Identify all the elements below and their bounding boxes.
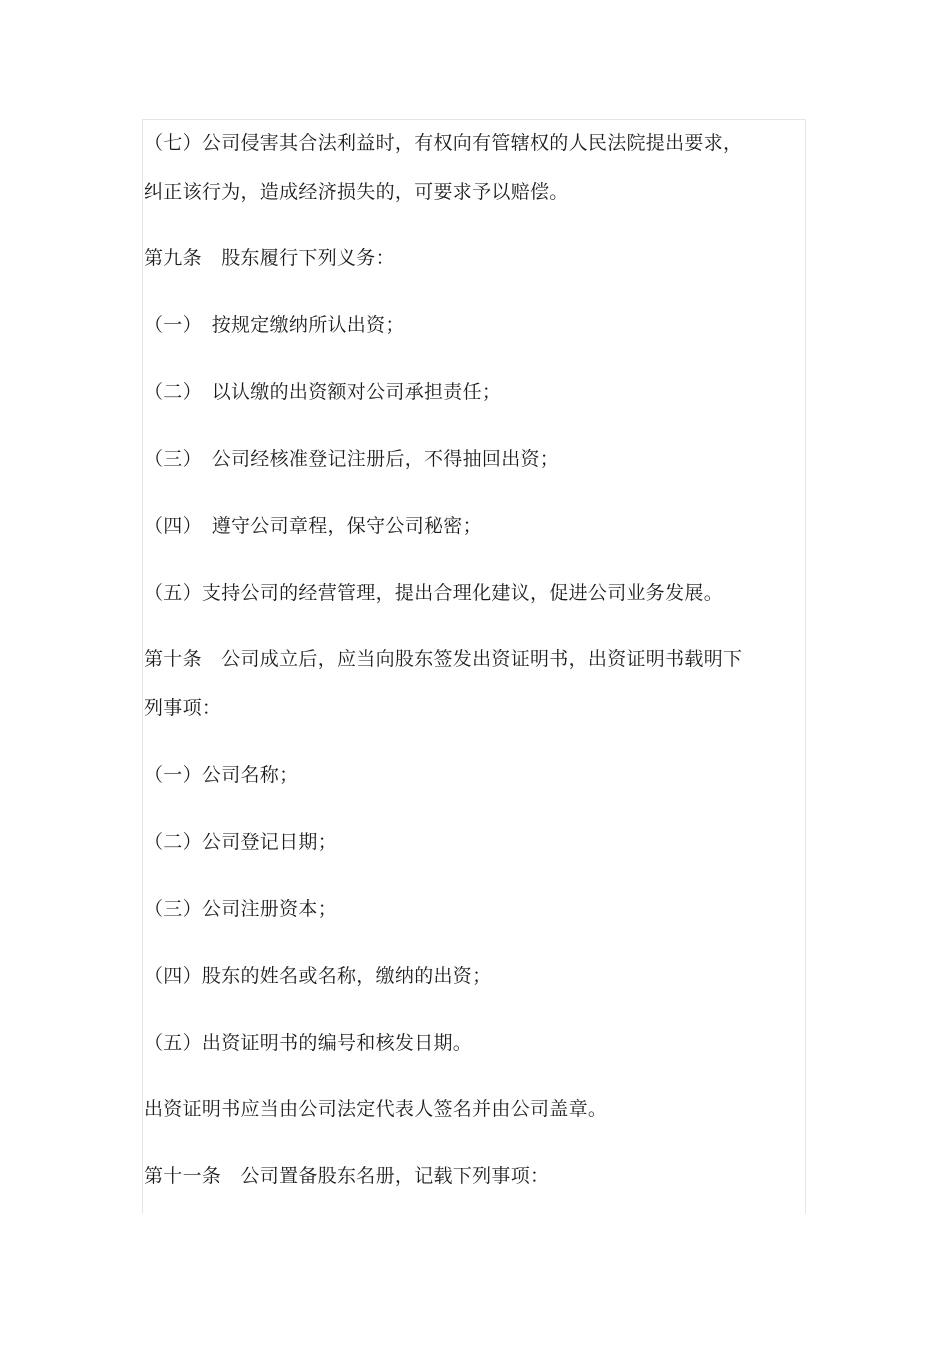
text-line: 纠正该行为，造成经济损失的，可要求予以赔偿。 — [144, 181, 569, 203]
article-heading: 第九条 股东履行下列义务： — [144, 247, 395, 269]
article-heading: 第十一条 公司置备股东名册，记载下列事项： — [144, 1165, 550, 1187]
text-line: 出资证明书应当由公司法定代表人签名并由公司盖章。 — [144, 1098, 608, 1120]
list-item: （三） 公司经核准登记注册后，不得抽回出资； — [144, 448, 560, 470]
list-item: （四）股东的姓名或名称，缴纳的出资； — [144, 965, 492, 987]
list-item: （三）公司注册资本； — [144, 898, 338, 920]
list-item: （二）公司登记日期； — [144, 831, 338, 853]
list-item: （四） 遵守公司章程，保守公司秘密； — [144, 515, 482, 537]
text-line: （七）公司侵害其合法利益时，有权向有管辖权的人民法院提出要求， — [144, 132, 743, 154]
article-heading: 第十条 公司成立后，应当向股东签发出资证明书，出资证明书载明下 — [144, 648, 743, 670]
list-item: （五）出资证明书的编号和核发日期。 — [144, 1032, 473, 1054]
text-line: 列事项： — [144, 697, 222, 719]
list-item: （五）支持公司的经营管理，提出合理化建议，促进公司业务发展。 — [144, 582, 724, 604]
list-item: （二） 以认缴的出资额对公司承担责任； — [144, 381, 502, 403]
list-item: （一） 按规定缴纳所认出资； — [144, 314, 405, 336]
list-item: （一）公司名称； — [144, 764, 299, 786]
